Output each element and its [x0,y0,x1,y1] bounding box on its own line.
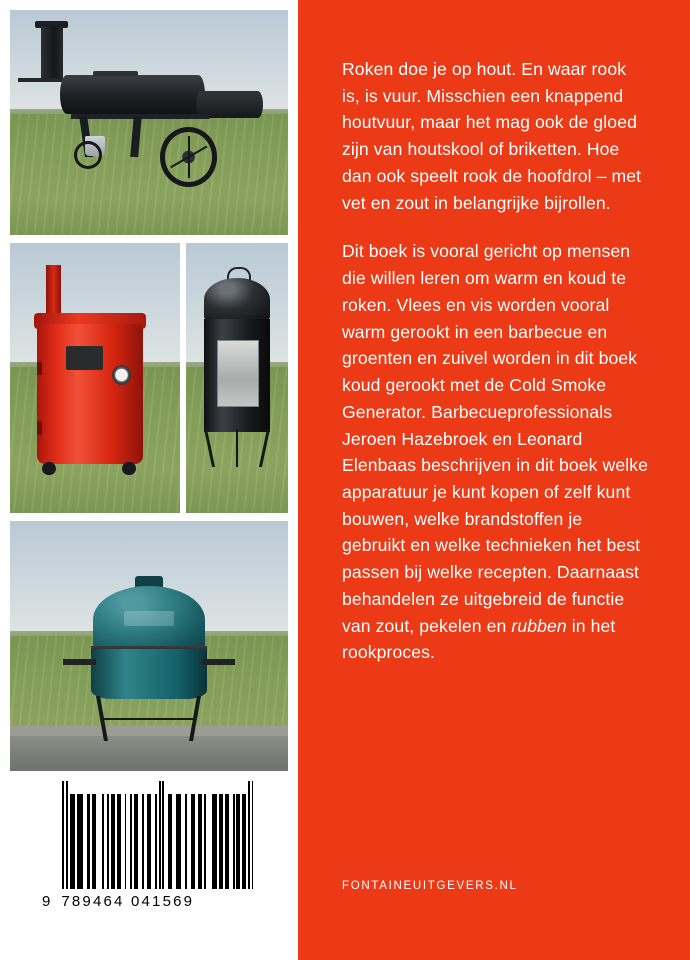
brand-plate [66,346,103,370]
photo-bullet-water-smoker [186,243,288,513]
side-shelf [202,659,235,665]
scene-backdrop [10,243,180,513]
door-hinge [37,421,42,435]
isbn-number [42,893,262,910]
smoker-leg [259,429,270,467]
grill-stand [96,696,202,741]
photo-column [0,0,298,960]
small-wheel [74,141,102,170]
side-shelf [63,659,96,665]
isbn-barcode [62,781,254,889]
stand-crossbar [103,718,196,720]
photo-red-drum-smoker [10,243,180,513]
lid-handle [93,71,137,76]
blurb-paragraph-1: Roken doe je op hout. En waar rook is, is vuur. Misschien een knappend houtvuur, maar het mag ook de gloed zijn van houtskool of briketten. Hoe dan ook speelt rook de hoofdrol – met vet en zout in belangrijke bijrollen. [342,59,642,213]
dome-lid [204,278,269,321]
isbn-prefix: 9 [42,893,51,910]
scene-backdrop [10,10,288,235]
blurb-text [342,56,648,666]
access-door [217,340,260,407]
chimney-stack [46,265,61,316]
ceramic-base [91,649,208,699]
blurb-emphasis-rubben: rubben [511,615,567,636]
large-wheel [160,127,217,187]
temperature-gauge [112,365,131,385]
smoker-barrel [60,75,205,113]
blurb-paragraph-2 [342,238,648,666]
brand-logo [124,611,174,626]
field-texture [10,114,288,236]
caster-wheel [42,462,56,476]
door-hinge [37,362,42,376]
text-panel [298,0,690,960]
smoker-leg [236,429,239,467]
smoker-leg [204,429,215,467]
chimney-stack [41,26,63,80]
publisher-url: FONTAINEUITGEVERS.NL [342,880,518,892]
barcode-bar [252,781,254,889]
caster-wheel [122,462,136,476]
isbn-digits: 789464 041569 [61,893,195,910]
road [10,736,288,771]
photo-green-kamado-grill [10,521,288,771]
barcode-area [0,771,298,960]
blurb-paragraph-2-part-2: in het rookproces. [342,615,616,663]
scene-backdrop [186,243,288,513]
scene-backdrop [10,521,288,771]
blurb-paragraph-2-part-1: Dit boek is vooral gericht op mensen die willen leren om warm en koud te roken. Vlees en vis worden vooral warm gerookt in een barbecue en groenten en zuivel worden in dit boek koud gerookt met de Cold Smoke Generator. Barbecueprofessionals Jeroen Hazebroek en Leonard Elenbaas beschrijven in dit boek welke apparatuur je kunt kopen of zelf kunt bouwen, welke brandstoffen je gebruikt en welke technieken het best passen bij welke recepten. Daarnaast behandelen ze uitgebreid de functie van zout, pekelen en [342,241,649,636]
side-shelf [18,78,62,83]
leg-assembly [204,429,269,467]
photo-offset-barrel-smoker [10,10,288,235]
